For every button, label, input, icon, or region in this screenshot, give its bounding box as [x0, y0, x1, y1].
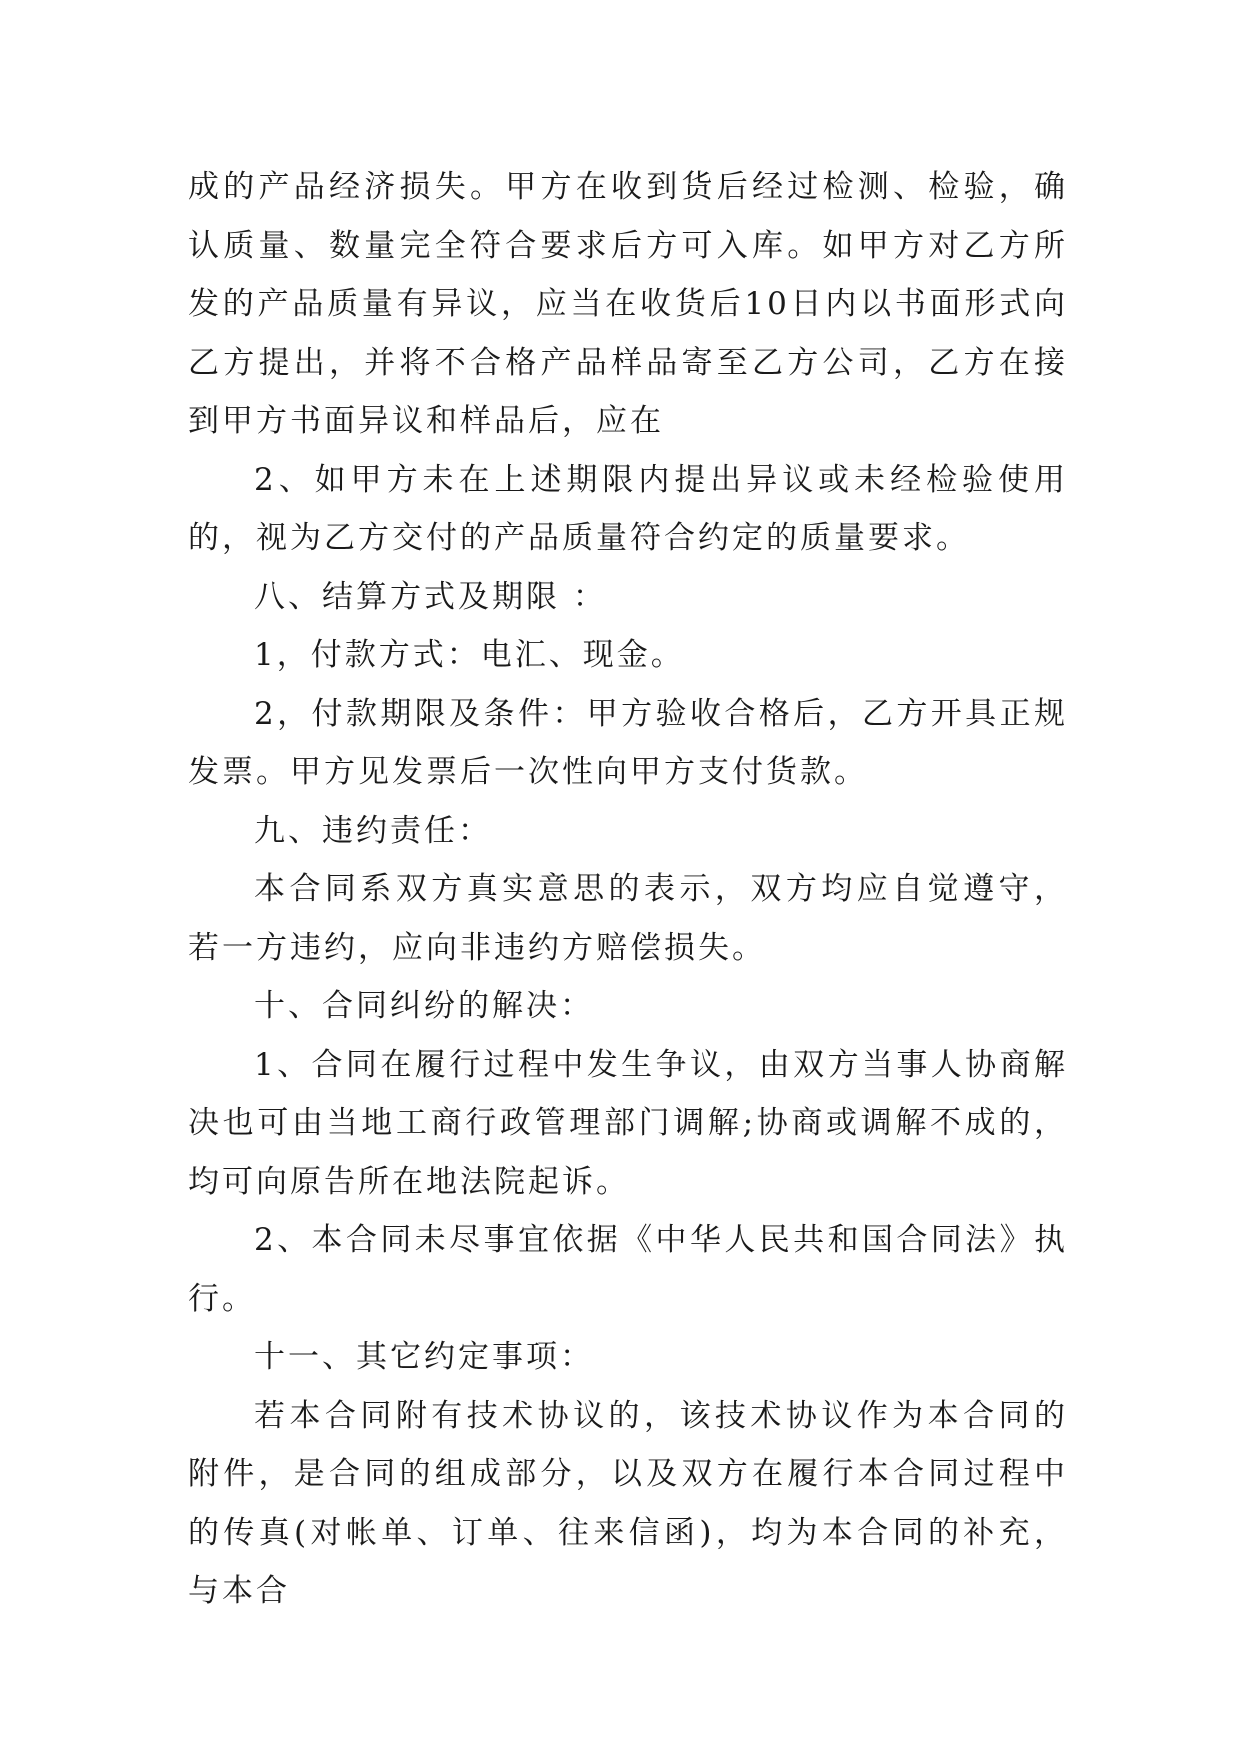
- paragraph-1: 成的产品经济损失。甲方在收到货后经过检测、检验，确认质量、数量完全符合要求后方可入库。如甲方对乙方所发的产品质量有异议，应当在收货后10日内以书面形式向乙方提出，并将不合格产品样品寄至乙方公司，乙方在接到甲方书面异议和样品后，应在: [188, 169, 1068, 439]
- paragraph-12: 若本合同附有技术协议的，该技术协议作为本合同的附件，是合同的组成部分，以及双方在履行本合同过程中的传真(对帐单、订单、往来信函)，均为本合同的补充，与本合: [188, 1397, 1068, 1609]
- paragraph-5: 2，付款期限及条件：甲方验收合格后，乙方开具正规发票。甲方见发票后一次性向甲方支付货款。: [188, 695, 1068, 790]
- section-heading-10: 十、合同纠纷的解决：: [254, 988, 594, 1024]
- paragraph-7: 本合同系双方真实意思的表示，双方均应自觉遵守，若一方违约，应向非违约方赔偿损失。: [188, 871, 1068, 966]
- section-heading-8: 八、结算方式及期限 ：: [254, 578, 607, 615]
- section-heading-9: 九、违约责任：: [254, 812, 492, 849]
- paragraph-4: 1，付款方式：电汇、现金。: [254, 637, 685, 673]
- paragraph-9: 1、合同在履行过程中发生争议，由双方当事人协商解决也可由当地工商行政管理部门调解;协商或调解不成的，均可向原告所在地法院起诉。: [188, 1046, 1068, 1200]
- paragraph-2: 2、如甲方未在上述期限内提出异议或未经检验使用的，视为乙方交付的产品质量符合约定的质量要求。: [188, 461, 1068, 556]
- paragraph-10: 2、本合同未尽事宜依据《中华人民共和国合同法》执行。: [188, 1222, 1068, 1317]
- section-heading-11: 十一、其它约定事项：: [254, 1339, 594, 1375]
- document-body: [188, 158, 1068, 1621]
